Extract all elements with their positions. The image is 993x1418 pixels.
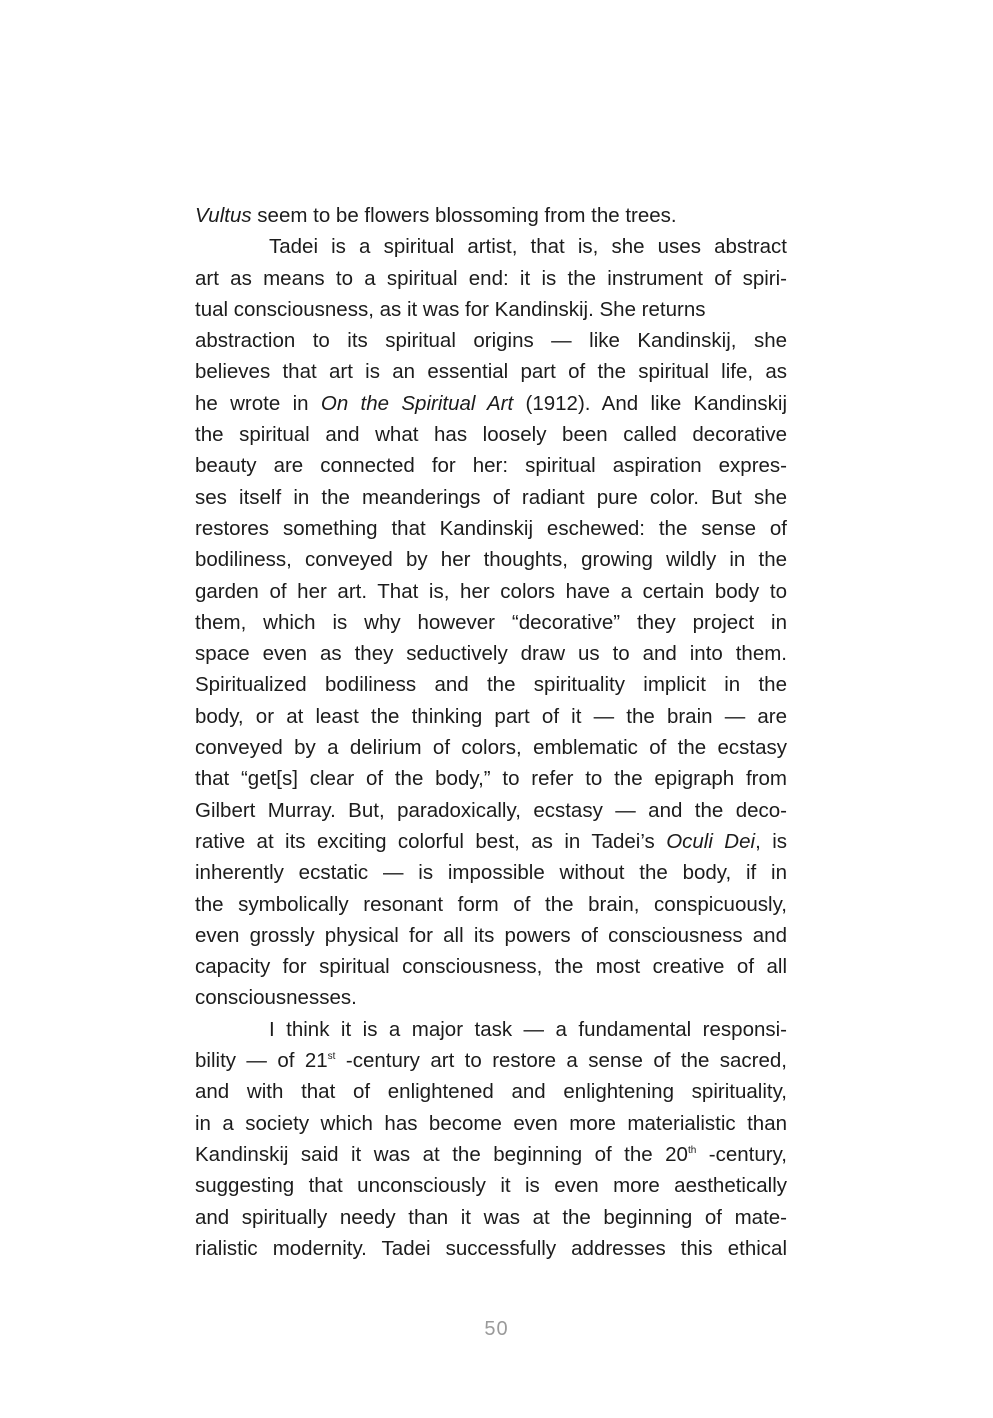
text-line xyxy=(195,982,787,1013)
text-segment: conveyed by a delirium of colors, emblematic of the ecstasy xyxy=(195,736,787,760)
text-segment: space even as they seductively draw us to and into them. xyxy=(195,642,787,666)
ordinal-suffix: st xyxy=(327,1051,336,1063)
text-line xyxy=(195,231,787,262)
text-line xyxy=(195,732,787,763)
text-segment: that “get[s] clear of the body,” to refer to the epigraph from xyxy=(195,767,787,791)
text-segment: Kandinskij said it was at the beginning of the 20 xyxy=(195,1142,688,1166)
text-segment: art as means to a spiritual end: it is the instrument of spiri- xyxy=(195,266,787,290)
text-segment: rialistic modernity. Tadei successfully addresses this ethical xyxy=(195,1236,787,1260)
text-line xyxy=(195,795,787,826)
text-line xyxy=(195,200,787,231)
text-segment: Tadei is a spiritual artist, that is, she uses abstract xyxy=(269,235,787,259)
text-segment: inherently ecstatic — is impossible without the body, if in xyxy=(195,861,787,885)
page-number: 50 xyxy=(484,1318,509,1340)
text-line xyxy=(195,388,787,419)
text-line xyxy=(195,669,787,700)
text-line xyxy=(195,1139,787,1170)
text-segment: capacity for spiritual consciousness, the most creative of all xyxy=(195,955,787,979)
text-segment: in a society which has become even more materialistic than xyxy=(195,1111,787,1135)
text-line xyxy=(195,763,787,794)
text-segment: bodiliness, conveyed by her thoughts, growing wildly in the xyxy=(195,548,787,572)
italic-title-text: Vultus xyxy=(195,204,252,227)
italic-title-text: On the Spiritual Art xyxy=(320,391,514,415)
text-line xyxy=(195,638,787,669)
text-segment: and with that of enlightened and enlightening spirituality, xyxy=(195,1080,787,1104)
text-segment: body, or at least the thinking part of it — the brain — are xyxy=(195,704,787,728)
text-line xyxy=(195,857,787,888)
text-segment: beauty are connected for her: spiritual aspiration expres- xyxy=(195,454,787,478)
text-line xyxy=(195,701,787,732)
text-segment: -century, xyxy=(696,1142,787,1166)
text-line xyxy=(195,951,787,982)
ordinal-suffix: th xyxy=(687,1144,697,1156)
text-line xyxy=(195,1233,787,1264)
text-line xyxy=(195,889,787,920)
text-line xyxy=(195,1108,787,1139)
text-line xyxy=(195,1014,787,1045)
text-line xyxy=(195,513,787,544)
italic-title-text: Oculi Dei xyxy=(666,829,756,853)
text-line xyxy=(195,607,787,638)
text-line xyxy=(195,263,787,294)
text-segment: garden of her art. That is, her colors have a certain body to xyxy=(195,579,787,603)
text-segment: bility — of 21 xyxy=(195,1049,328,1073)
text-segment: , is xyxy=(755,829,787,853)
text-line xyxy=(195,544,787,575)
text-segment: I think it is a major task — a fundamental responsi- xyxy=(269,1017,787,1041)
text-line xyxy=(195,576,787,607)
text-segment: he wrote in xyxy=(195,391,321,415)
text-segment: the symbolically resonant form of the brain, conspicuously, xyxy=(195,892,787,916)
text-segment: even grossly physical for all its powers of consciousness and xyxy=(195,923,787,947)
text-line xyxy=(195,1076,787,1107)
text-segment: rative at its exciting colorful best, as in Tadei’s xyxy=(195,829,667,853)
text-segment: Spiritualized bodiliness and the spirituality implicit in the xyxy=(195,673,787,697)
text-line xyxy=(195,826,787,857)
text-line xyxy=(195,325,787,356)
text-segment: the spiritual and what has loosely been called decorative xyxy=(195,423,787,447)
text-line xyxy=(195,920,787,951)
text-line xyxy=(195,1045,787,1076)
text-segment: restores something that Kandinskij eschewed: the sense of xyxy=(195,516,787,540)
text-line xyxy=(195,294,787,325)
text-line xyxy=(195,450,787,481)
text-segment: seem to be flowers blossoming from the trees. xyxy=(251,204,677,227)
text-segment: tual consciousness, as it was for Kandinskij. She returns xyxy=(195,297,706,321)
text-segment: abstraction to its spiritual origins — like Kandinskij, she xyxy=(195,329,787,353)
text-segment: Gilbert Murray. But, paradoxically, ecstasy — and the deco- xyxy=(195,798,787,822)
text-segment: them, which is why however “decorative” they project in xyxy=(195,610,787,634)
text-segment: consciousnesses. xyxy=(195,986,357,1010)
text-line xyxy=(195,1202,787,1233)
text-segment: believes that art is an essential part of the spiritual life, as xyxy=(195,360,787,384)
text-segment: and spiritually needy than it was at the beginning of mate- xyxy=(195,1205,787,1229)
body-text xyxy=(195,200,787,1264)
text-line xyxy=(195,419,787,450)
text-segment: (1912). And like Kandinskij xyxy=(513,391,787,415)
text-segment: -century art to restore a sense of the sacred, xyxy=(335,1049,787,1073)
text-line xyxy=(195,1170,787,1201)
text-segment: ses itself in the meanderings of radiant pure color. But she xyxy=(195,485,787,509)
text-line xyxy=(195,356,787,387)
text-segment: suggesting that unconsciously it is even more aesthetically xyxy=(195,1174,787,1198)
text-line xyxy=(195,482,787,513)
